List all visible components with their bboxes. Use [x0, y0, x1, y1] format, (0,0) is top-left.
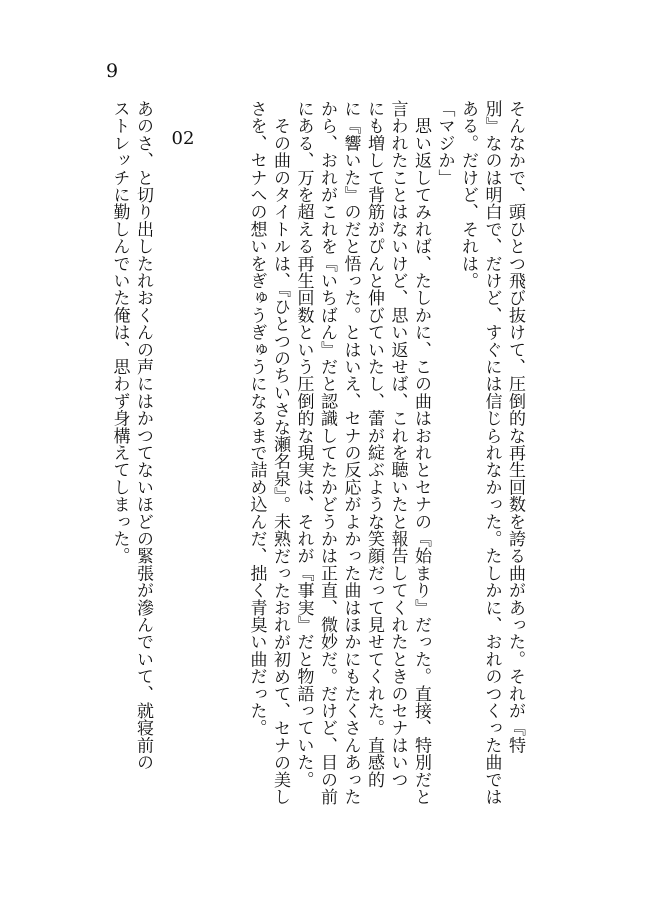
main-text-block: そんなかで、頭ひとつ飛び抜けて、圧倒的な再生回数を誇る曲があった。それが『特 別』なのは明白で、だけど、すぐには信じられなかった。たしかに、おれのつくった曲では ある。だけど、それは。 「マジか」 思い返してみれば、たしかに、この曲はおれとセナの『始まり』だった。直接、特別だと 言われたことはないけど、思い返せば、これを聴いたと報告してくれたときのセナはいつ にも増して背筋がぴんと伸びていたし、蕾が綻ぶような笑顔だって見せてくれた。直感的 に『響いた』のだと悟った。とはいえ、セナの反応がよかった曲はほかにもたくさんあった から、おれがこれを『いちばん』だと認識してたかどうかは正直、微妙だ。だけど、目の前 にある、万を超える再生回数という圧倒的な現実は、それが『事実』だと物語っていた。 その曲のタイトルは、『ひとつのちいさな瀬名泉』。未熟だったおれが初めて、セナの美し さを、セナへの想いをぎゅうぎゅうになるまで詰め込んだ、拙く青臭い曲だった。 — [246, 100, 525, 806]
section-marker: 02 — [171, 128, 195, 149]
section-02-text-block: あのさ、と切り出したれおくんの声にはかつてないほどの緊張が滲んでいて、就寝前の ストレッチに勤しんでいた俺は、思わず身構えてしまった。 — [109, 100, 153, 771]
page-number: 9 — [105, 60, 119, 82]
